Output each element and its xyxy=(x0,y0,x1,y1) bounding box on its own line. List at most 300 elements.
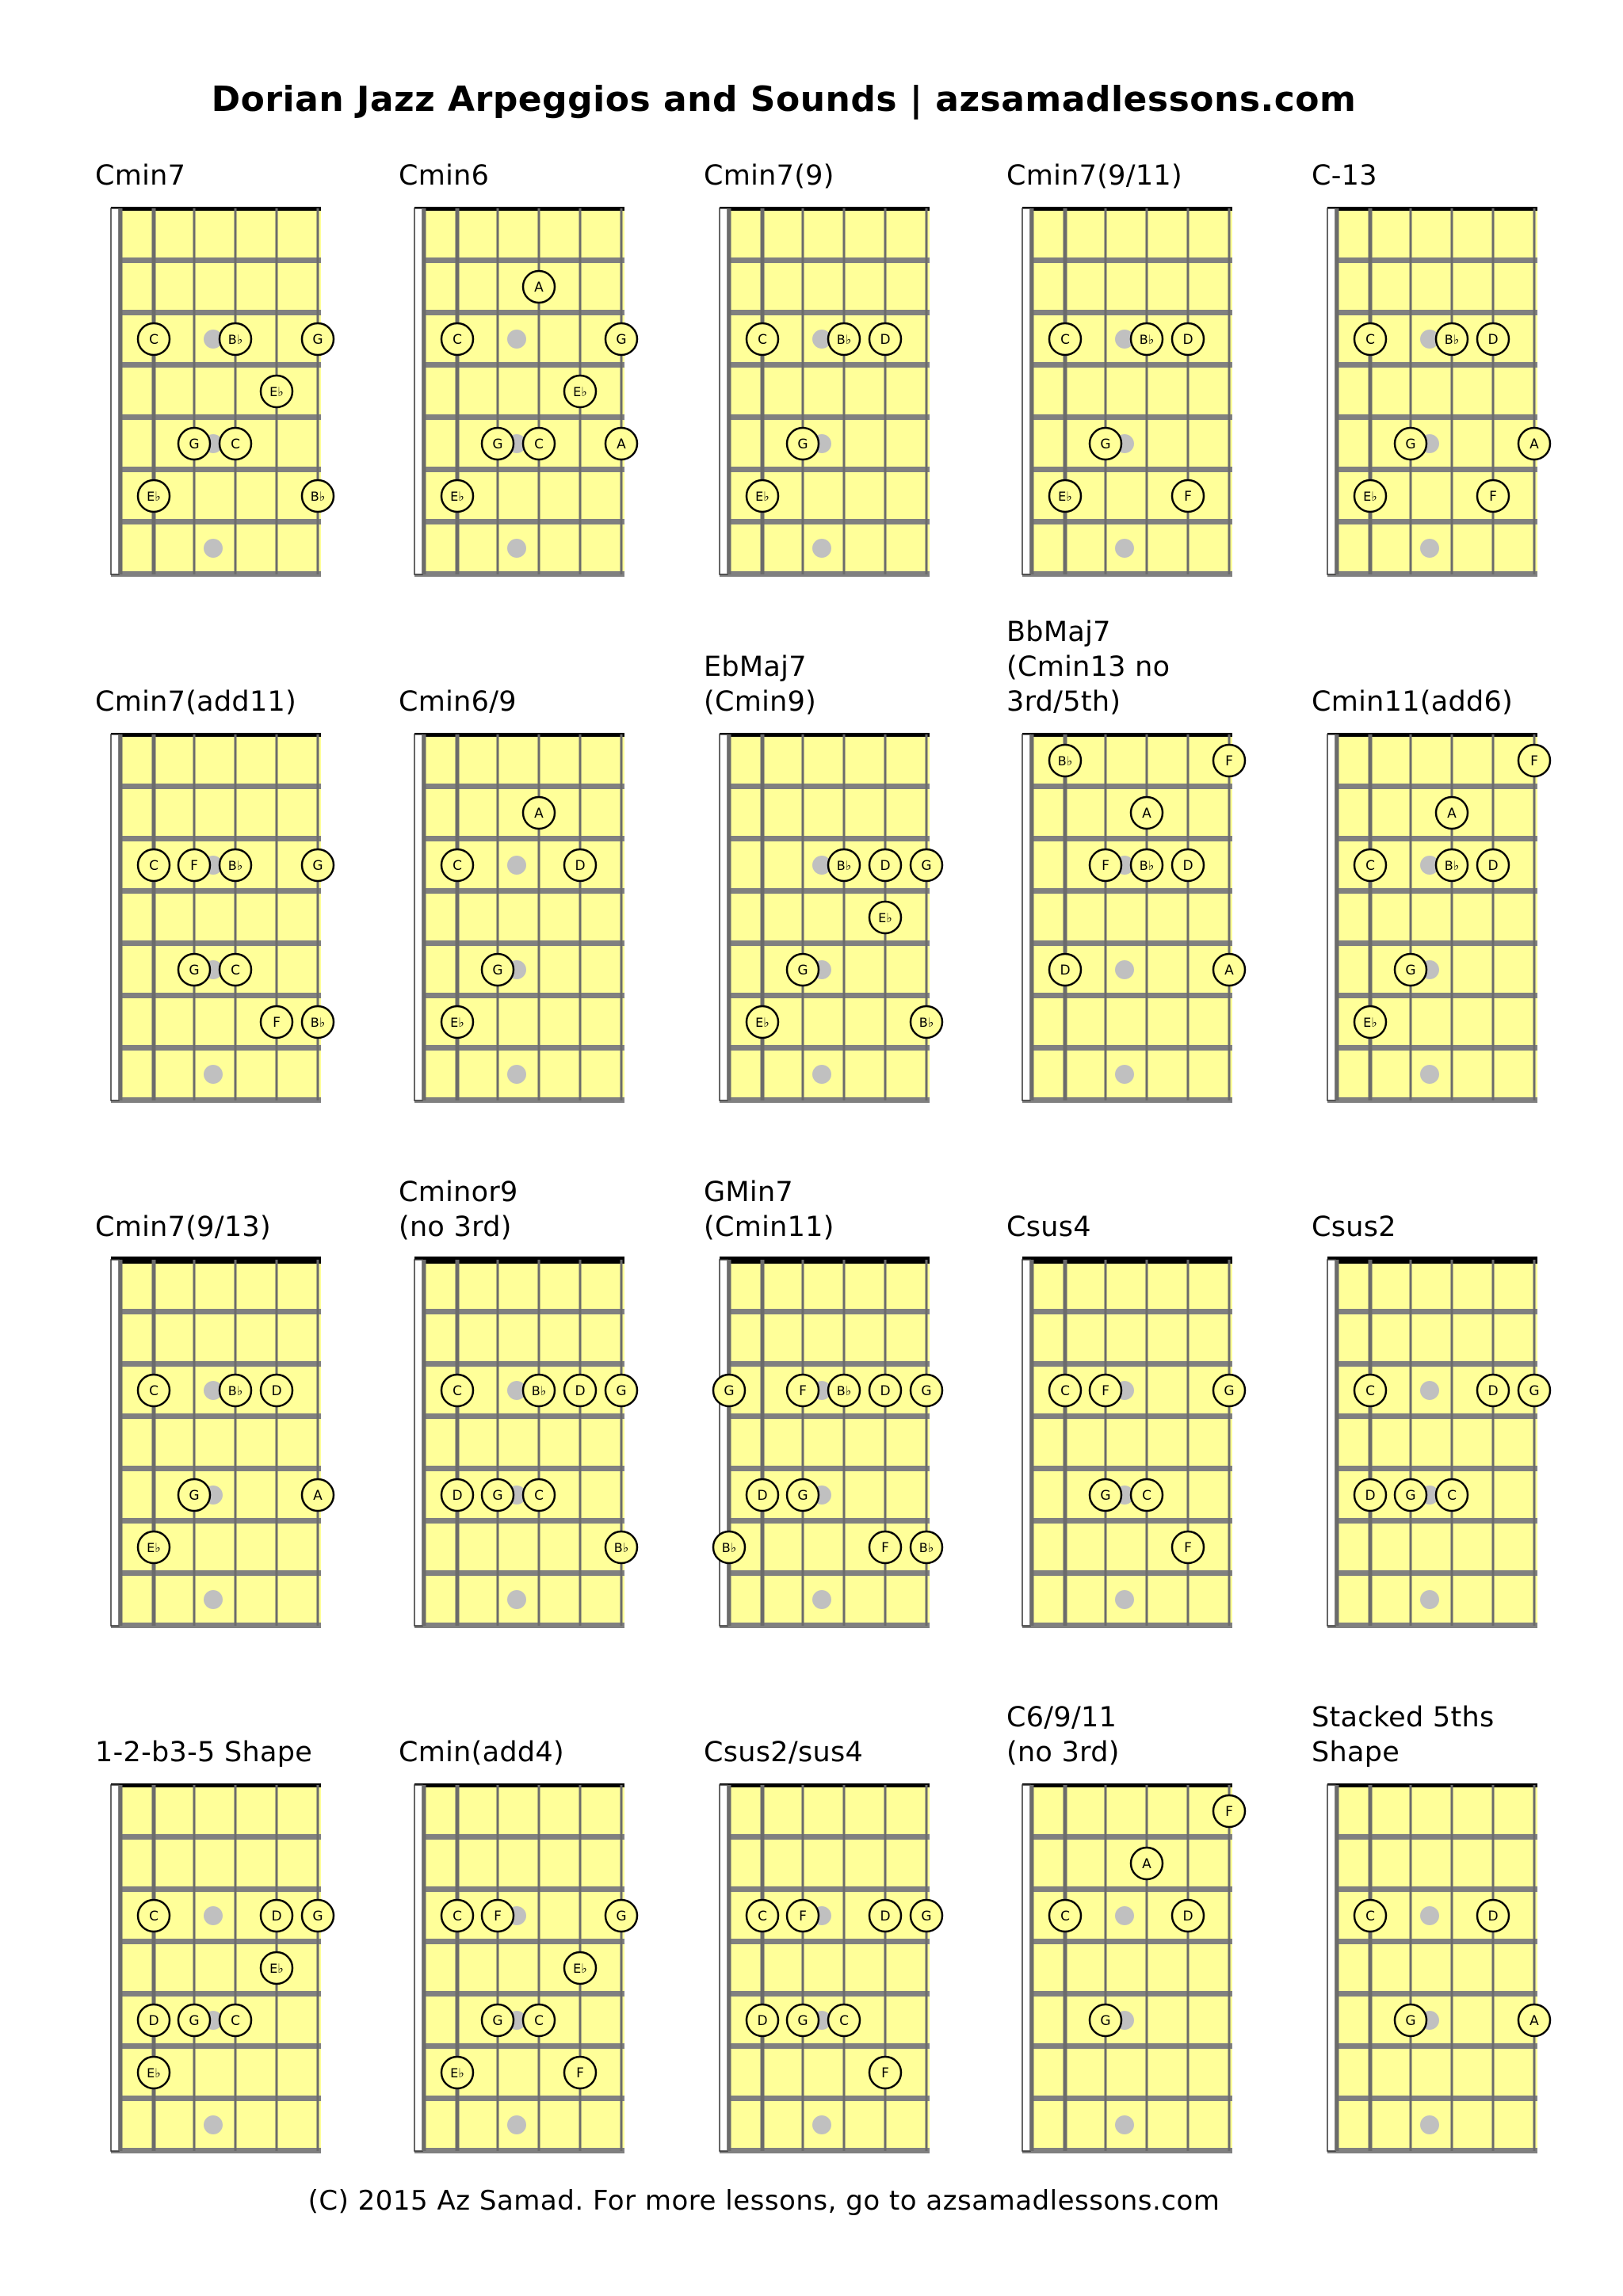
string-line xyxy=(1335,1785,1339,2151)
chord-name: GMin7 (Cmin11) xyxy=(704,1177,834,1243)
string-line xyxy=(1146,1260,1148,1626)
string-line xyxy=(119,1260,123,1626)
string-line xyxy=(884,1260,887,1626)
fret-line xyxy=(1327,467,1537,472)
fret-line xyxy=(1327,1097,1537,1103)
string-line xyxy=(1030,1785,1034,2151)
note-marker xyxy=(828,849,860,881)
note-marker xyxy=(220,323,251,355)
string-line xyxy=(1369,1260,1373,1626)
note-label: C xyxy=(839,2013,849,2029)
string-line xyxy=(727,208,731,574)
nut xyxy=(111,1257,321,1264)
chord-name: EbMaj7 (Cmin9) xyxy=(704,651,817,718)
note-label: G xyxy=(921,1383,932,1399)
note-marker xyxy=(787,428,819,460)
note-marker xyxy=(220,849,251,881)
note-label: G xyxy=(616,1383,627,1399)
note-label: G xyxy=(921,858,932,874)
note-label: F xyxy=(881,1540,889,1556)
note-marker xyxy=(911,1900,942,1932)
fret-line xyxy=(111,1886,321,1892)
fretboard xyxy=(1006,1781,1248,2155)
string-line xyxy=(884,208,887,574)
note-label: D xyxy=(271,1383,282,1399)
fret-line xyxy=(1327,1939,1537,1944)
note-marker xyxy=(302,1006,334,1038)
fret-line xyxy=(111,467,321,472)
fret-line xyxy=(720,1309,930,1314)
top-edge xyxy=(1022,1783,1232,1787)
note-label: D xyxy=(880,1909,891,1924)
fret-line xyxy=(111,257,321,263)
note-marker xyxy=(1354,323,1386,355)
fret-line xyxy=(720,1991,930,1997)
note-marker xyxy=(1090,2004,1121,2036)
fret-line xyxy=(720,1045,930,1051)
note-label: G xyxy=(724,1383,735,1399)
board-left-edge xyxy=(111,1260,119,1626)
string-line xyxy=(422,1260,426,1626)
note-marker xyxy=(713,1531,745,1563)
fret-line xyxy=(720,1466,930,1471)
note-marker xyxy=(1518,2004,1550,2036)
note-label: B♭ xyxy=(836,858,852,873)
fretboard xyxy=(95,1256,337,1630)
fret-line xyxy=(111,1518,321,1524)
note-label: C xyxy=(1365,1909,1375,1924)
chord-name: Cmin6/9 xyxy=(399,686,517,718)
note-label: B♭ xyxy=(1139,332,1155,347)
note-label: G xyxy=(312,1909,323,1924)
string-line xyxy=(843,208,846,574)
string-line xyxy=(1335,1260,1339,1626)
string-line xyxy=(579,1260,582,1626)
fret-line xyxy=(414,1309,624,1314)
note-marker xyxy=(747,1900,778,1932)
string-line xyxy=(497,734,499,1100)
note-marker xyxy=(1354,1900,1386,1932)
note-marker xyxy=(302,323,334,355)
top-edge xyxy=(1022,207,1232,211)
string-line xyxy=(193,208,196,574)
note-marker xyxy=(828,323,860,355)
board-left-edge xyxy=(1327,1785,1335,2151)
board-left-edge xyxy=(1022,208,1030,574)
note-label: C xyxy=(534,2013,544,2029)
note-marker xyxy=(441,1006,473,1038)
note-marker xyxy=(1131,1848,1163,1879)
fret-line xyxy=(1022,784,1232,789)
fret-line xyxy=(414,888,624,894)
string-line xyxy=(727,734,731,1100)
fretboard xyxy=(95,204,337,578)
note-marker xyxy=(828,1375,860,1406)
fret-line xyxy=(1022,1466,1232,1471)
string-line xyxy=(1369,208,1373,574)
string-line xyxy=(1410,208,1412,574)
fret-line xyxy=(720,784,930,789)
fret-line xyxy=(111,1466,321,1471)
note-marker xyxy=(441,480,473,512)
note-marker xyxy=(1477,849,1509,881)
note-label: G xyxy=(492,1488,503,1504)
note-marker xyxy=(1172,1900,1204,1932)
note-marker xyxy=(828,2004,860,2036)
fret-line xyxy=(111,1939,321,1944)
note-marker xyxy=(1131,849,1163,881)
top-edge xyxy=(1327,733,1537,737)
note-label: E♭ xyxy=(450,1015,464,1030)
fret-line xyxy=(1327,1361,1537,1367)
note-marker xyxy=(261,1900,292,1932)
note-label: E♭ xyxy=(573,1961,587,1976)
note-marker xyxy=(523,1375,555,1406)
string-line xyxy=(926,734,928,1100)
string-line xyxy=(317,1260,319,1626)
note-marker xyxy=(220,2004,251,2036)
note-marker xyxy=(1172,480,1204,512)
note-marker xyxy=(1049,480,1081,512)
fret-line xyxy=(111,519,321,524)
fret-line xyxy=(111,2096,321,2101)
fret-line xyxy=(111,836,321,841)
note-label: G xyxy=(492,2013,503,2029)
note-label: D xyxy=(271,1909,282,1924)
note-label: F xyxy=(1225,1804,1233,1820)
note-marker xyxy=(482,2004,514,2036)
chord-name: Cmin7(9) xyxy=(704,160,834,192)
note-label: C xyxy=(534,1488,544,1504)
note-marker xyxy=(1477,480,1509,512)
fret-line xyxy=(1327,1886,1537,1892)
fret-line xyxy=(720,1834,930,1840)
board-left-edge xyxy=(720,1260,727,1626)
note-label: B♭ xyxy=(613,1540,629,1555)
note-marker xyxy=(138,480,170,512)
note-marker xyxy=(220,1375,251,1406)
fretboard xyxy=(95,730,337,1104)
note-label: A xyxy=(617,437,626,452)
string-line xyxy=(119,734,123,1100)
note-marker xyxy=(869,1900,901,1932)
note-label: E♭ xyxy=(878,910,892,925)
string-line xyxy=(193,1260,196,1626)
note-marker xyxy=(1395,428,1426,460)
chord-name: C6/9/11 (no 3rd) xyxy=(1006,1702,1120,1768)
top-edge xyxy=(1327,1783,1537,1787)
note-marker xyxy=(1436,849,1468,881)
string-line xyxy=(1105,1260,1107,1626)
fret-line xyxy=(1327,362,1537,368)
fret-line xyxy=(1327,1623,1537,1628)
fretboard xyxy=(399,204,640,578)
string-line xyxy=(152,208,156,574)
fret-line xyxy=(414,993,624,998)
chord-name: Csus2/sus4 xyxy=(704,1737,864,1768)
fret-line xyxy=(720,414,930,420)
string-line xyxy=(1064,208,1067,574)
note-label: C xyxy=(231,437,240,452)
fret-line xyxy=(414,1991,624,1997)
note-label: G xyxy=(312,332,323,348)
fret-line xyxy=(1022,362,1232,368)
note-marker xyxy=(1049,1900,1081,1932)
note-label: C xyxy=(453,1909,462,1924)
string-line xyxy=(1451,1260,1453,1626)
fret-inlay xyxy=(1420,1590,1439,1609)
string-line xyxy=(761,734,765,1100)
fret-line xyxy=(1022,1570,1232,1576)
board-left-edge xyxy=(720,734,727,1100)
note-marker xyxy=(302,1479,334,1511)
string-line xyxy=(193,1785,196,2151)
note-marker xyxy=(1213,1795,1245,1827)
top-edge xyxy=(111,207,321,211)
fret-line xyxy=(111,310,321,315)
fret-line xyxy=(720,467,930,472)
nut xyxy=(414,1257,624,1264)
chord-name: Cmin11(add6) xyxy=(1312,686,1514,718)
board-left-edge xyxy=(414,208,422,574)
note-marker xyxy=(787,1375,819,1406)
note-label: B♭ xyxy=(836,1383,852,1398)
fret-line xyxy=(111,940,321,946)
note-marker xyxy=(605,323,637,355)
string-line xyxy=(276,1260,278,1626)
note-marker xyxy=(787,954,819,986)
note-marker xyxy=(1090,849,1121,881)
note-marker xyxy=(564,849,596,881)
note-label: G xyxy=(189,1488,200,1504)
note-marker xyxy=(138,849,170,881)
note-label: F xyxy=(881,2065,889,2081)
note-marker xyxy=(1172,1531,1204,1563)
fret-inlay xyxy=(507,2115,526,2134)
string-line xyxy=(1030,208,1034,574)
note-marker xyxy=(220,954,251,986)
note-marker xyxy=(869,323,901,355)
chord-name: Cmin7 xyxy=(95,160,186,192)
fret-line xyxy=(1327,1834,1537,1840)
string-line xyxy=(1533,1785,1536,2151)
note-marker xyxy=(1395,954,1426,986)
string-line xyxy=(1030,734,1034,1100)
note-label: F xyxy=(799,1909,807,1924)
note-marker xyxy=(605,1900,637,1932)
chord-name: Csus4 xyxy=(1006,1211,1091,1243)
chord-name: Csus2 xyxy=(1312,1211,1396,1243)
fret-line xyxy=(414,1466,624,1471)
chord-name: C-13 xyxy=(1312,160,1377,192)
note-marker xyxy=(1131,1479,1163,1511)
note-marker xyxy=(605,428,637,460)
note-label: G xyxy=(797,2013,808,2029)
string-line xyxy=(1492,1260,1495,1626)
fret-line xyxy=(414,1886,624,1892)
note-label: F xyxy=(1102,1383,1109,1399)
fret-line xyxy=(111,362,321,368)
string-line xyxy=(727,1260,731,1626)
note-label: C xyxy=(231,2013,240,2029)
note-marker xyxy=(138,2004,170,2036)
top-edge xyxy=(111,1783,321,1787)
fret-line xyxy=(414,940,624,946)
board-left-edge xyxy=(1022,1260,1030,1626)
string-line xyxy=(1064,1260,1067,1626)
string-line xyxy=(802,1260,804,1626)
fret-line xyxy=(1327,1045,1537,1051)
note-label: D xyxy=(148,2013,159,2029)
string-line xyxy=(1187,208,1190,574)
note-label: D xyxy=(1060,963,1071,978)
fret-line xyxy=(1022,571,1232,577)
fret-line xyxy=(414,1570,624,1576)
fret-line xyxy=(720,362,930,368)
fret-line xyxy=(1022,414,1232,420)
top-edge xyxy=(720,207,930,211)
note-label: F xyxy=(1184,489,1192,505)
note-marker xyxy=(787,1900,819,1932)
nut xyxy=(720,1257,930,1264)
note-marker xyxy=(1131,797,1163,829)
string-line xyxy=(802,1785,804,2151)
board-left-edge xyxy=(1327,734,1335,1100)
note-label: G xyxy=(1100,2013,1111,2029)
note-marker xyxy=(1477,1375,1509,1406)
fret-line xyxy=(1327,993,1537,998)
fret-line xyxy=(720,1570,930,1576)
note-label: G xyxy=(797,437,808,452)
note-label: F xyxy=(1225,753,1233,769)
fret-line xyxy=(1327,2148,1537,2153)
note-marker xyxy=(564,1952,596,1984)
string-line xyxy=(317,1785,319,2151)
fretboard xyxy=(1006,204,1248,578)
fret-inlay xyxy=(1115,539,1134,558)
string-line xyxy=(1451,208,1453,574)
note-label: D xyxy=(1365,1488,1376,1504)
fret-line xyxy=(720,257,930,263)
string-line xyxy=(1492,1785,1495,2151)
fret-line xyxy=(111,1361,321,1367)
fret-line xyxy=(111,1991,321,1997)
string-line xyxy=(1335,734,1339,1100)
fret-line xyxy=(720,2096,930,2101)
note-marker xyxy=(605,1375,637,1406)
note-marker xyxy=(1213,954,1245,986)
string-line xyxy=(1410,734,1412,1100)
fret-line xyxy=(720,888,930,894)
note-label: G xyxy=(1405,2013,1416,2029)
string-line xyxy=(621,734,623,1100)
string-line xyxy=(193,734,196,1100)
note-label: A xyxy=(1529,437,1539,452)
note-marker xyxy=(1354,849,1386,881)
fret-line xyxy=(720,836,930,841)
fret-line xyxy=(414,1939,624,1944)
note-marker xyxy=(178,1479,210,1511)
note-label: G xyxy=(797,1488,808,1504)
note-label: C xyxy=(453,332,462,348)
string-line xyxy=(235,1785,237,2151)
note-marker xyxy=(1049,1375,1081,1406)
note-marker xyxy=(1518,745,1550,776)
fret-line xyxy=(720,571,930,577)
note-marker xyxy=(787,1479,819,1511)
note-label: F xyxy=(273,1015,281,1031)
string-line xyxy=(1146,1785,1148,2151)
note-label: C xyxy=(1060,332,1070,348)
fret-line xyxy=(1022,1361,1232,1367)
fret-line xyxy=(1327,257,1537,263)
note-marker xyxy=(564,376,596,407)
note-marker xyxy=(1213,745,1245,776)
fret-line xyxy=(111,1834,321,1840)
note-marker xyxy=(523,797,555,829)
string-line xyxy=(1187,1785,1190,2151)
nut xyxy=(1022,1257,1232,1264)
note-marker xyxy=(441,1479,473,1511)
string-line xyxy=(1228,734,1231,1100)
note-label: B♭ xyxy=(310,489,326,504)
fret-inlay xyxy=(507,539,526,558)
note-label: B♭ xyxy=(227,858,243,873)
fret-line xyxy=(414,310,624,315)
string-line xyxy=(1064,1785,1067,2151)
string-line xyxy=(456,208,460,574)
fret-line xyxy=(111,1045,321,1051)
fret-line xyxy=(414,1518,624,1524)
chord-name: Cmin7(9/13) xyxy=(95,1211,271,1243)
fret-inlay xyxy=(1115,1906,1134,1925)
fret-line xyxy=(414,1097,624,1103)
note-label: D xyxy=(757,1488,768,1504)
fret-line xyxy=(1327,1570,1537,1576)
string-line xyxy=(1187,734,1190,1100)
fret-line xyxy=(111,1570,321,1576)
string-line xyxy=(1105,734,1107,1100)
note-label: G xyxy=(1405,1488,1416,1504)
fret-line xyxy=(414,1623,624,1628)
note-marker xyxy=(523,271,555,303)
note-label: B♭ xyxy=(531,1383,547,1398)
note-label: C xyxy=(534,437,544,452)
board-left-edge xyxy=(720,1785,727,2151)
note-marker xyxy=(138,323,170,355)
note-label: F xyxy=(576,2065,584,2081)
fret-inlay xyxy=(1420,1381,1439,1400)
fret-line xyxy=(720,1939,930,1944)
note-marker xyxy=(713,1375,745,1406)
string-line xyxy=(1064,734,1067,1100)
fret-line xyxy=(111,1413,321,1419)
fret-inlay xyxy=(1420,539,1439,558)
chord-name: BbMaj7 (Cmin13 no 3rd/5th) xyxy=(1006,616,1170,718)
note-label: B♭ xyxy=(227,332,243,347)
note-marker xyxy=(523,2004,555,2036)
note-marker xyxy=(1090,1375,1121,1406)
board-left-edge xyxy=(414,734,422,1100)
note-label: D xyxy=(1487,1909,1499,1924)
note-marker xyxy=(178,2004,210,2036)
fret-inlay xyxy=(507,1590,526,1609)
fret-inlay xyxy=(1115,1065,1134,1084)
fret-inlay xyxy=(507,330,526,349)
string-line xyxy=(843,734,846,1100)
note-label: B♭ xyxy=(1057,753,1073,769)
fret-line xyxy=(720,519,930,524)
